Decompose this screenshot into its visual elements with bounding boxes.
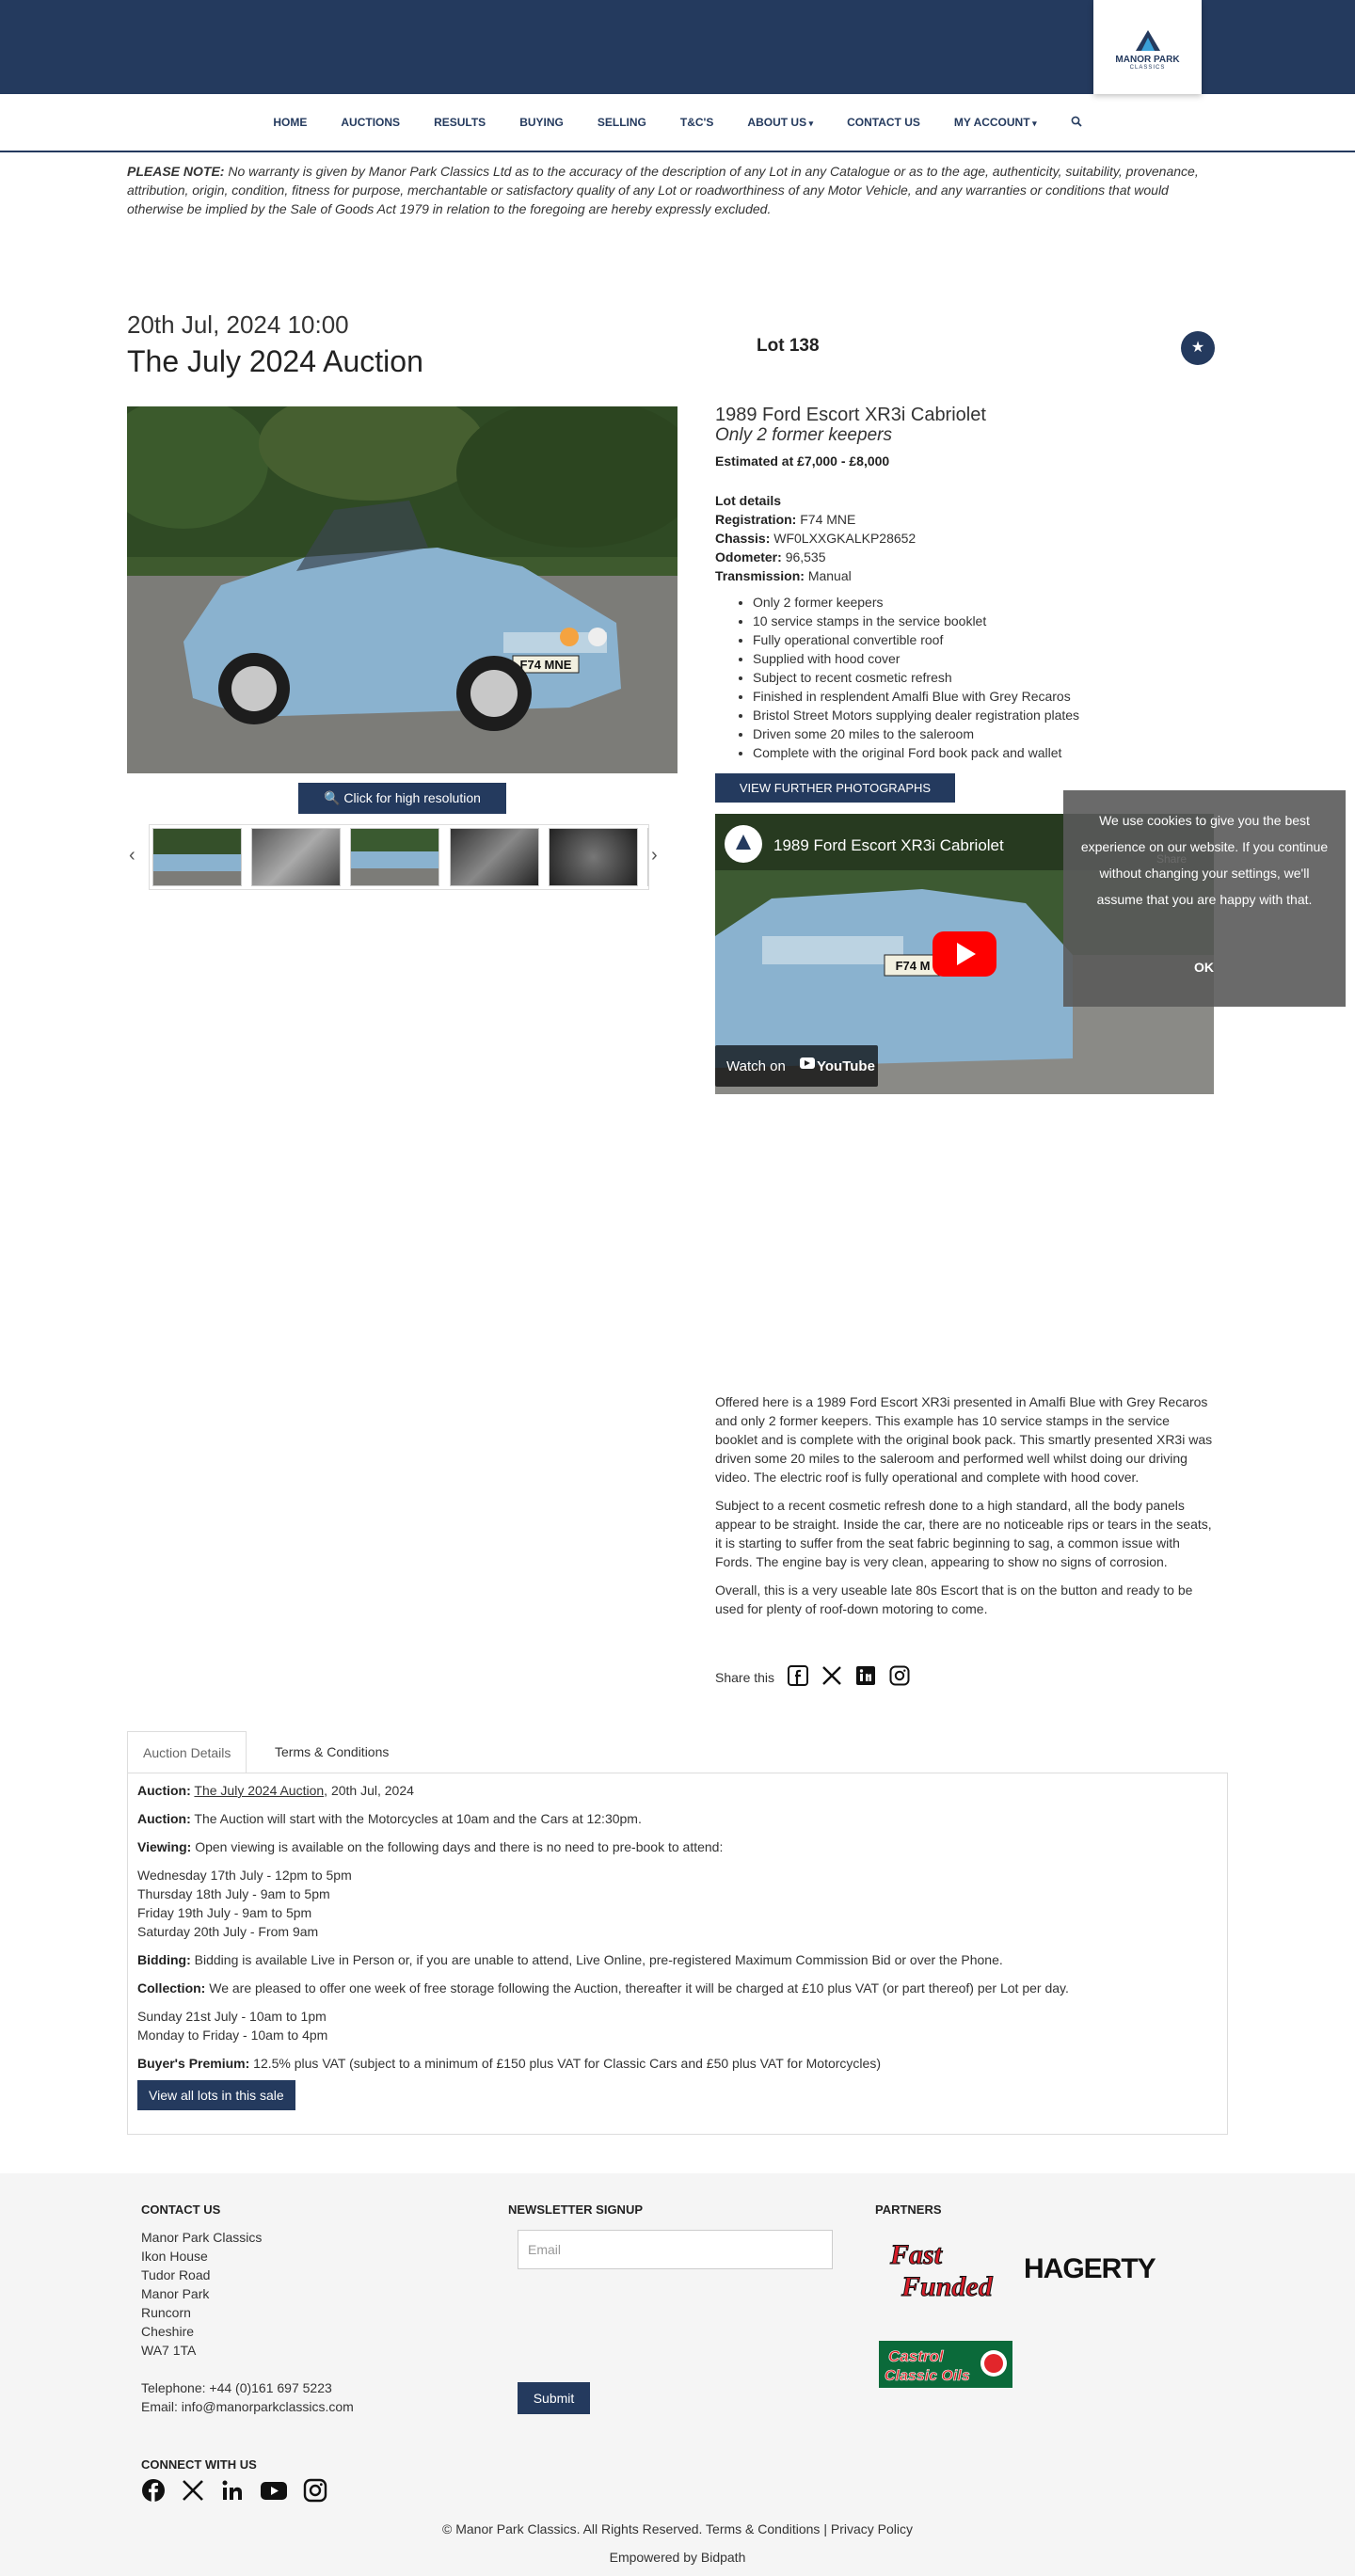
nav-buying[interactable]: BUYING bbox=[519, 116, 564, 129]
transmission-label: Transmission: bbox=[715, 568, 805, 583]
main-lot-image[interactable] bbox=[127, 406, 678, 773]
newsletter-heading: NEWSLETTER SIGNUP bbox=[508, 2202, 644, 2217]
list-item: • Fully operational convertible roof bbox=[753, 630, 1079, 649]
lot-estimate: Estimated at £7,000 - £8,000 bbox=[715, 453, 890, 469]
view-further-photographs-button[interactable]: VIEW FURTHER PHOTOGRAPHS bbox=[715, 773, 955, 803]
auction-start-text: The Auction will start with the Motorcycles at 10am and the Cars at 12:30pm. bbox=[194, 1811, 642, 1826]
auction-tabs bbox=[127, 1731, 1228, 1773]
auction-link-date: , 20th Jul, 2024 bbox=[324, 1783, 414, 1798]
list-item: • Subject to recent cosmetic refresh bbox=[753, 668, 1079, 687]
thumbnail-strip bbox=[149, 824, 649, 890]
nav-selling[interactable]: SELLING bbox=[597, 116, 646, 129]
odometer-label: Odometer: bbox=[715, 549, 782, 564]
chevron-right-icon[interactable]: › bbox=[651, 845, 658, 866]
details-heading: Lot details bbox=[715, 493, 782, 508]
chevron-left-icon[interactable]: ‹ bbox=[129, 845, 136, 866]
odometer-value: 96,535 bbox=[785, 549, 826, 564]
list-item: • Complete with the original Ford book pack and wallet bbox=[753, 743, 1079, 762]
newsletter-submit-button[interactable]: Submit bbox=[518, 2382, 590, 2414]
collection-label: Collection: bbox=[137, 1980, 206, 1996]
nav-auctions[interactable]: AUCTIONS bbox=[341, 116, 401, 129]
list-item: • Supplied with hood cover bbox=[753, 649, 1079, 668]
facebook-icon[interactable] bbox=[788, 1665, 808, 1689]
address-line: Tudor Road bbox=[141, 2267, 211, 2282]
logo-title: MANOR PARK bbox=[1115, 55, 1180, 65]
auction-label: Auction: bbox=[137, 1783, 191, 1798]
transmission-value: Manual bbox=[807, 568, 852, 583]
list-item: • Finished in resplendent Amalfi Blue with Grey Recaros bbox=[753, 687, 1079, 706]
contact-heading: CONTACT US bbox=[141, 2202, 221, 2217]
newsletter-email-input[interactable]: Email bbox=[518, 2230, 833, 2269]
telephone[interactable]: Telephone: +44 (0)161 697 5223 bbox=[141, 2380, 332, 2395]
viewing-label: Viewing: bbox=[137, 1839, 192, 1854]
disclaimer-note bbox=[127, 162, 1228, 218]
main-nav bbox=[0, 94, 1355, 152]
high-resolution-button[interactable] bbox=[298, 783, 506, 814]
privacy-link[interactable]: Privacy Policy bbox=[830, 2521, 913, 2536]
hagerty-logo[interactable]: HAGERTY bbox=[1024, 2253, 1156, 2284]
address-line: Manor Park bbox=[141, 2286, 210, 2301]
share-label: Share this bbox=[715, 1669, 775, 1685]
instagram-icon[interactable] bbox=[889, 1665, 910, 1689]
castrol-line-1: Castrol bbox=[888, 2347, 944, 2365]
auction-start-label: Auction: bbox=[137, 1811, 191, 1826]
address-line: Cheshire bbox=[141, 2324, 195, 2339]
collection-day: Sunday 21st July - 10am to 1pm bbox=[137, 2009, 327, 2024]
search-icon: 🔍 bbox=[324, 790, 341, 805]
copyright-text: © Manor Park Classics. All Rights Reserved. bbox=[442, 2521, 703, 2536]
thumbnail[interactable] bbox=[350, 828, 439, 886]
list-item: • 10 service stamps in the service booklet bbox=[753, 612, 1079, 630]
connect-heading: CONNECT WITH US bbox=[141, 2457, 257, 2472]
list-item: • Bristol Street Motors supplying dealer registration plates bbox=[753, 706, 1079, 724]
youtube-icon[interactable] bbox=[260, 2478, 288, 2506]
chassis-value: WF0LXXGKALKP28652 bbox=[773, 531, 917, 546]
lot-description bbox=[715, 1392, 1214, 1628]
social-links bbox=[141, 2478, 343, 2506]
note-text: No warranty is given by Manor Park Classics Ltd as to the accuracy of the description of any Lot in any Catalogue or as to the age, authenticity, suitability, provenance, attribution, origin, condition, fitness for purpose, merchantable or satisfactory quality of any Lot or roadworthiness of any Motor Vehicle, and any warranties or conditions that would otherwise be implied by the Sale of Goods Act 1979 in relation to the foregoing are hereby expressly excluded. bbox=[127, 164, 1199, 216]
share-bar bbox=[715, 1665, 910, 1689]
note-label: PLEASE NOTE: bbox=[127, 164, 225, 179]
thumbnail[interactable] bbox=[549, 828, 638, 886]
castrol-line-2: Classic Oils bbox=[885, 2368, 970, 2384]
nav-tcs[interactable]: T&C'S bbox=[679, 116, 714, 129]
fast-funded-line-1: Fast bbox=[890, 2239, 943, 2270]
thumbnail[interactable] bbox=[647, 828, 649, 886]
search-icon[interactable] bbox=[1071, 116, 1082, 130]
contact-address bbox=[141, 2228, 354, 2416]
collection-text: We are pleased to offer one week of free storage following the Auction, thereafter it will be charged at £10 plus VAT (or part thereof) per Lot per day. bbox=[209, 1980, 1069, 1996]
description-paragraph: Offered here is a 1989 Ford Escort XR3i presented in Amalfi Blue with Grey Recaros and only 2 former keepers. This example has 10 service stamps in the service booklet and is complete with the original book pack. This smartly presented XR3i was driven some 20 miles to the saleroom and performed well whilst doing our driving video. The electric roof is fully operational and complete with hood cover. bbox=[715, 1394, 1213, 1485]
list-item: • Driven some 20 miles to the saleroom bbox=[753, 724, 1079, 743]
registration-label: Registration: bbox=[715, 512, 797, 527]
collection-day: Monday to Friday - 10am to 4pm bbox=[137, 2027, 328, 2043]
cookie-banner bbox=[1063, 790, 1346, 1007]
viewing-day: Thursday 18th July - 9am to 5pm bbox=[137, 1886, 330, 1901]
instagram-icon[interactable] bbox=[303, 2478, 327, 2506]
email-contact[interactable]: Email: info@manorparkclassics.com bbox=[141, 2399, 354, 2414]
viewing-day: Saturday 20th July - From 9am bbox=[137, 1924, 319, 1939]
address-line: Ikon House bbox=[141, 2249, 208, 2264]
auction-title: The July 2024 Auction bbox=[127, 344, 423, 378]
tab-terms-conditions[interactable]: Terms & Conditions bbox=[275, 1744, 390, 1759]
chassis-label: Chassis: bbox=[715, 531, 771, 546]
auction-details-panel bbox=[127, 1773, 1228, 2135]
youtube-label: YouTube bbox=[817, 1058, 875, 1074]
address-line: WA7 1TA bbox=[141, 2343, 197, 2358]
premium-text: 12.5% plus VAT (subject to a minimum of £150 plus VAT for Classic Cars and £50 plus VAT for Motorcycles) bbox=[253, 2056, 881, 2071]
address-line: Manor Park Classics bbox=[141, 2230, 263, 2245]
nav-results[interactable]: RESULTS bbox=[434, 116, 486, 129]
video-title: 1989 Ford Escort XR3i Cabriolet bbox=[773, 836, 1004, 854]
nav-my-account[interactable]: MY ACCOUNT ▾ bbox=[954, 116, 1037, 129]
favourite-star-icon[interactable]: ★ bbox=[1181, 331, 1215, 365]
list-item: • Only 2 former keepers bbox=[753, 593, 1079, 612]
thumbnail[interactable] bbox=[450, 828, 539, 886]
registration-value: F74 MNE bbox=[800, 512, 856, 527]
site-logo[interactable] bbox=[1093, 0, 1202, 94]
lot-title: 1989 Ford Escort XR3i Cabriolet bbox=[715, 405, 986, 425]
premium-label: Buyer's Premium: bbox=[137, 2056, 250, 2071]
bidding-label: Bidding: bbox=[137, 1952, 191, 1967]
x-twitter-icon[interactable] bbox=[181, 2478, 205, 2506]
plate-text: F74 MNE bbox=[519, 658, 572, 672]
terms-link[interactable]: Terms & Conditions bbox=[706, 2521, 821, 2536]
auction-link[interactable]: The July 2024 Auction bbox=[194, 1783, 325, 1798]
viewing-day: Wednesday 17th July - 12pm to 5pm bbox=[137, 1868, 352, 1883]
thumbnail[interactable] bbox=[251, 828, 341, 886]
separator: | bbox=[823, 2521, 827, 2536]
viewing-text: Open viewing is available on the following days and there is no need to pre-book to attend: bbox=[195, 1839, 724, 1854]
thumbnail-carousel bbox=[127, 824, 678, 890]
watch-on-label: Watch on bbox=[726, 1058, 786, 1074]
fast-funded-logo[interactable] bbox=[885, 2230, 1007, 2305]
tab-auction-details[interactable]: Auction Details bbox=[127, 1731, 247, 1773]
viewing-day: Friday 19th July - 9am to 5pm bbox=[137, 1905, 312, 1920]
lot-number: Lot 138 bbox=[757, 336, 820, 356]
powered-by[interactable]: Empowered by Bidpath bbox=[609, 2550, 746, 2565]
logo-mark-icon bbox=[1134, 28, 1162, 53]
description-paragraph: Subject to a recent cosmetic refresh done to a high standard, all the body panels appear to be straight. Inside the car, there are no noticeable rips or tears in the seats, it is starting to suffer from the seat fabric beginning to sag, a common issue with Fords. The engine bay is very clean, appearing to show no signs of corrosion. bbox=[715, 1498, 1212, 1569]
video-plate-text: F74 M bbox=[895, 959, 931, 973]
cookie-text: We use cookies to give you the best experience on our website. If you continue without changing your settings, we'll assume that you are happy with that. bbox=[1080, 813, 1329, 907]
nav-about-us[interactable]: ABOUT US ▾ bbox=[747, 116, 813, 129]
thumbnail[interactable] bbox=[152, 828, 242, 886]
nav-home[interactable]: HOME bbox=[273, 116, 308, 129]
linkedin-icon[interactable] bbox=[220, 2478, 245, 2506]
x-twitter-icon[interactable] bbox=[821, 1665, 842, 1689]
nav-contact-us[interactable]: CONTACT US bbox=[847, 116, 920, 129]
description-paragraph: Overall, this is a very useable late 80s Escort that is on the button and ready to be used for plenty of roof-down motoring to come. bbox=[715, 1582, 1193, 1616]
facebook-icon[interactable] bbox=[141, 2478, 166, 2506]
cookie-ok-button[interactable]: OK bbox=[1194, 960, 1214, 975]
linkedin-icon[interactable] bbox=[855, 1665, 876, 1689]
partners-heading: PARTNERS bbox=[875, 2202, 942, 2217]
castrol-classic-oils-logo[interactable] bbox=[879, 2341, 1012, 2388]
copyright-line bbox=[0, 2521, 1355, 2536]
address-line: Runcorn bbox=[141, 2305, 191, 2320]
fast-funded-line-2: Funded bbox=[901, 2271, 993, 2302]
lot-subtitle: Only 2 former keepers bbox=[715, 425, 892, 445]
lot-highlights bbox=[753, 593, 1079, 762]
auction-date: 20th Jul, 2024 10:00 bbox=[127, 310, 349, 339]
view-all-lots-button[interactable]: View all lots in this sale bbox=[137, 2080, 295, 2110]
high-resolution-label: Click for high resolution bbox=[343, 790, 481, 805]
lot-details bbox=[715, 491, 916, 585]
logo-subtitle: CLASSICS bbox=[1129, 65, 1166, 71]
bidding-text: Bidding is available Live in Person or, if you are unable to attend, Live Online, pre-registered Maximum Commission Bid or over the Phone. bbox=[194, 1952, 1003, 1967]
